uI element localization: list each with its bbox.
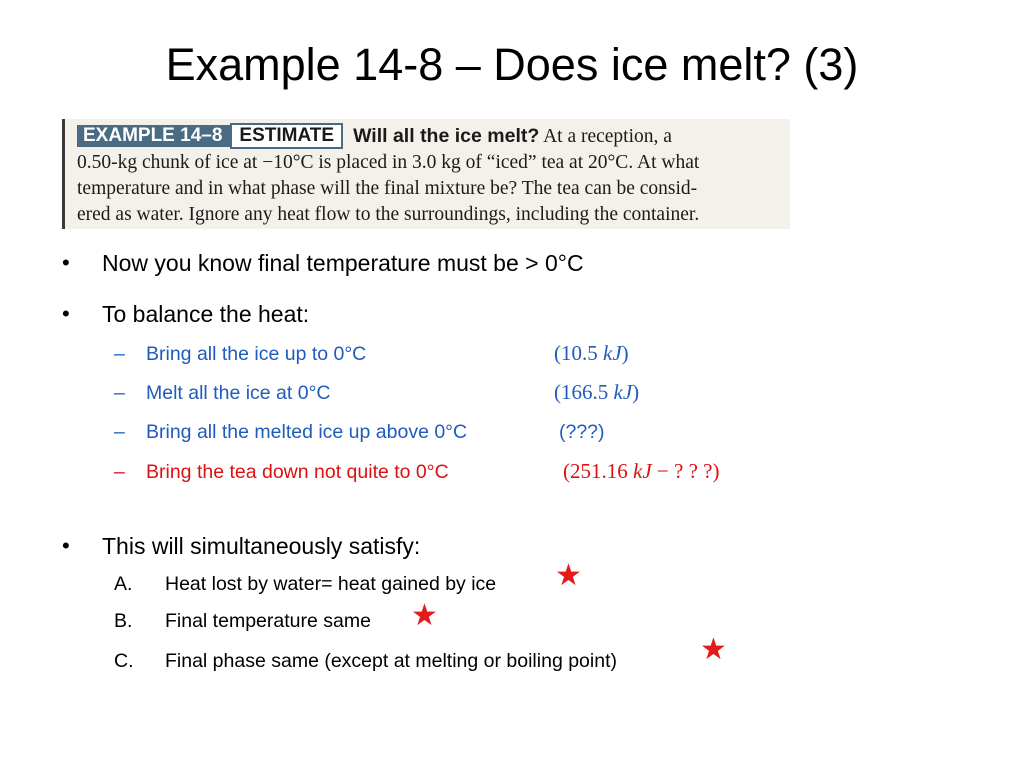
star-icon: ★ bbox=[555, 559, 582, 592]
condition-b-letter: B. bbox=[114, 610, 133, 632]
bullet-simultaneously-satisfy: This will simultaneously satisfy: bbox=[102, 533, 421, 559]
condition-b-text: Final temperature same bbox=[165, 610, 371, 632]
textbook-problem-excerpt bbox=[62, 119, 790, 229]
bullet-final-temperature: Now you know final temperature must be > 0°C bbox=[102, 250, 584, 276]
condition-c-letter: C. bbox=[114, 650, 134, 672]
problem-line-4: ered as water. Ignore any heat flow to the surroundings, including the container. bbox=[77, 204, 700, 225]
bullet-dot: • bbox=[62, 301, 70, 326]
step-2-value: (166.5 kJ) bbox=[554, 380, 640, 404]
bullet-balance-heat: To balance the heat: bbox=[102, 301, 310, 327]
condition-a-text: Heat lost by water= heat gained by ice bbox=[165, 573, 497, 595]
step-4-text: Bring the tea down not quite to 0°C bbox=[146, 461, 449, 483]
example-label: EXAMPLE 14–8 bbox=[77, 125, 230, 147]
step-4-value: (251.16 kJ − ? ? ?) bbox=[563, 459, 720, 483]
bullet-dot: • bbox=[62, 533, 70, 558]
step-dash: – bbox=[114, 343, 125, 365]
condition-a-letter: A. bbox=[114, 573, 133, 595]
step-dash: – bbox=[114, 461, 125, 483]
condition-c-text: Final phase same (except at melting or boiling point) bbox=[165, 650, 617, 672]
step-1-text: Bring all the ice up to 0°C bbox=[146, 343, 367, 365]
step-3-value: (???) bbox=[559, 421, 605, 443]
estimate-label: ESTIMATE bbox=[230, 123, 343, 149]
step-1-value: (10.5 kJ) bbox=[554, 341, 629, 365]
problem-line-1-rest: At a reception, a bbox=[539, 126, 672, 147]
step-3-text: Bring all the melted ice up above 0°C bbox=[146, 421, 468, 443]
problem-line-1 bbox=[77, 123, 786, 150]
problem-line-2: 0.50-kg chunk of ice at −10°C is placed in 3.0 kg of “iced” tea at 20°C. At what bbox=[77, 152, 700, 173]
step-dash: – bbox=[114, 382, 125, 404]
star-icon: ★ bbox=[700, 633, 727, 666]
slide-title: Example 14-8 – Does ice melt? (3) bbox=[165, 39, 859, 90]
bullet-dot: • bbox=[62, 250, 70, 275]
step-dash: – bbox=[114, 421, 125, 443]
problem-line-3: temperature and in what phase will the final mixture be? The tea can be consid- bbox=[77, 178, 698, 199]
problem-question: Will all the ice melt? bbox=[353, 125, 540, 147]
star-icon: ★ bbox=[411, 599, 438, 632]
step-2-text: Melt all the ice at 0°C bbox=[146, 382, 331, 404]
